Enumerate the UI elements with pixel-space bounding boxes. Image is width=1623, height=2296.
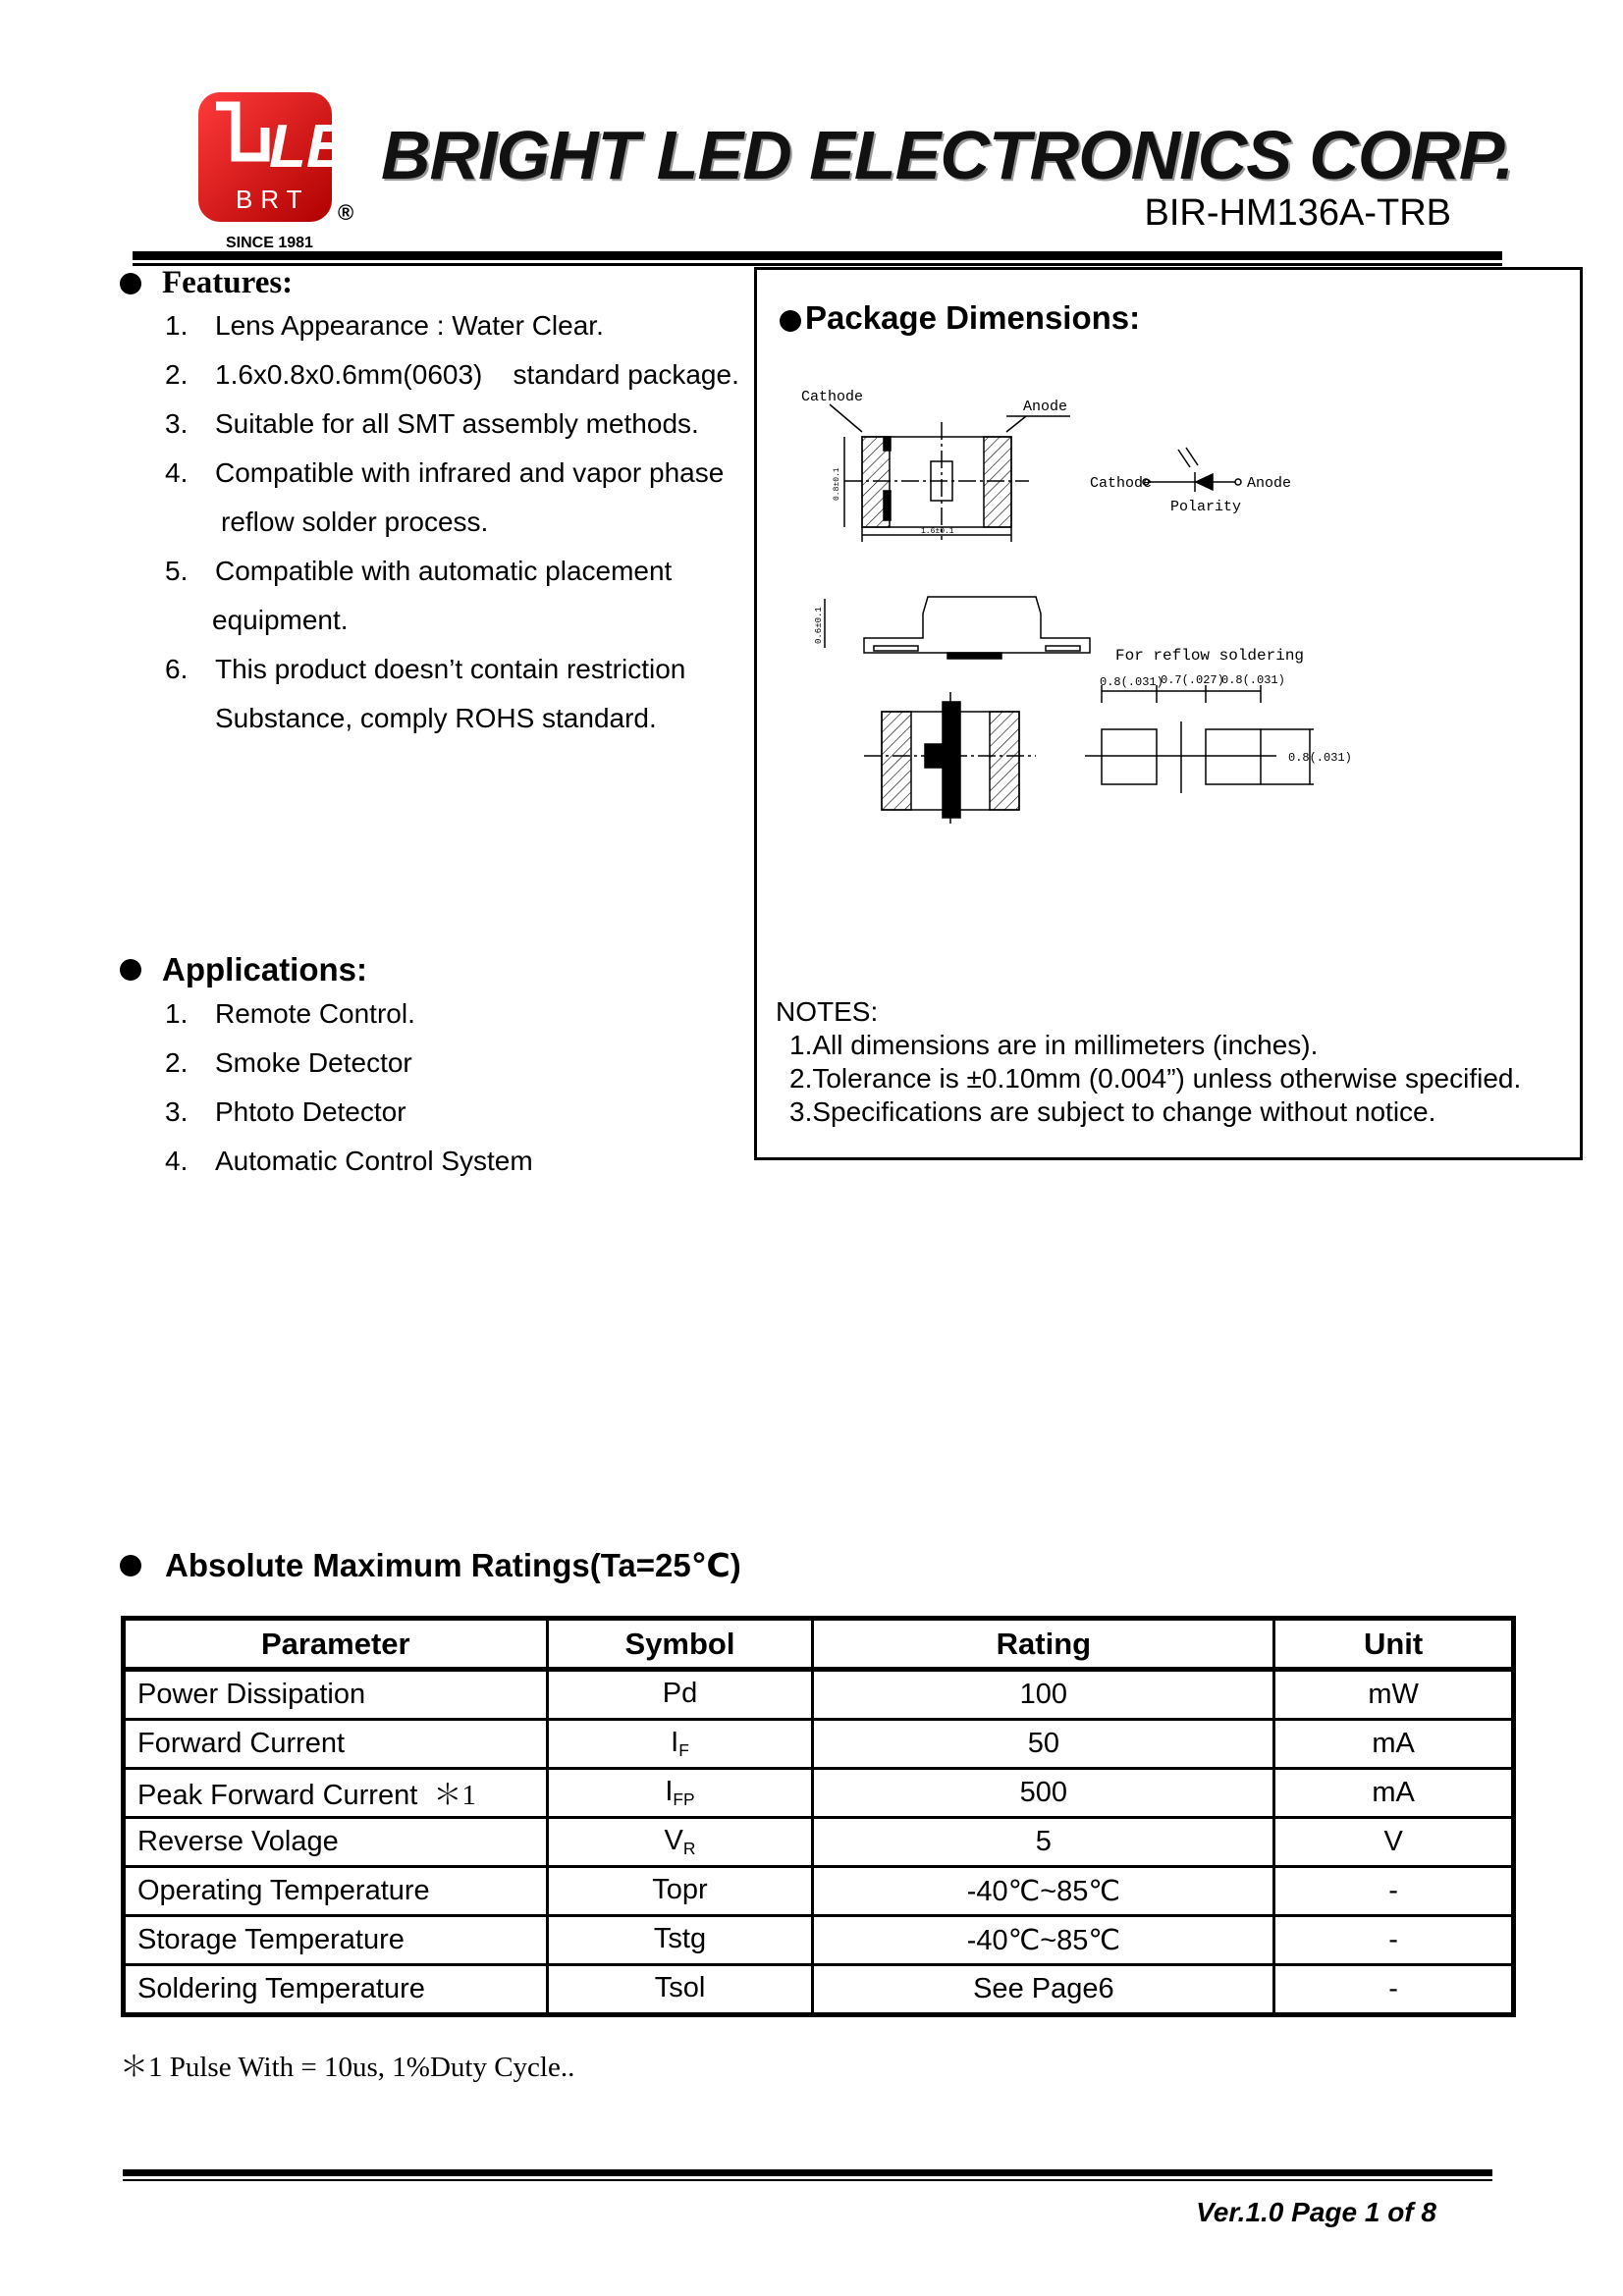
ratings-heading: Absolute Maximum Ratings(Ta=25℃) [165, 1547, 741, 1583]
footer-rule [123, 2169, 1492, 2176]
dim-pad-gap: 0.7(.027) [1161, 673, 1224, 687]
polarity-label: Polarity [1170, 499, 1242, 515]
unit-cell: mW [1274, 1670, 1514, 1720]
header-rule [133, 251, 1502, 260]
feature-num: 5. [165, 556, 189, 586]
unit-cell: - [1274, 1965, 1514, 2015]
features-bullet [120, 273, 141, 294]
dim-pad-width-2: 0.8(.031) [1221, 673, 1285, 687]
dim-length: 1.6±0.1 [921, 527, 954, 536]
notes-title: NOTES: [776, 996, 879, 1027]
unit-cell: V [1274, 1818, 1514, 1867]
feature-text: This product doesn’t contain restriction [215, 654, 686, 684]
logo-letters: LED [269, 113, 391, 181]
symbol-cell: Pd [547, 1670, 813, 1720]
footnote-marker: ＊1 [433, 1780, 476, 1811]
feature-text-cont: Substance, comply ROHS standard. [215, 703, 657, 733]
feature-text: Lens Appearance : Water Clear. [215, 310, 604, 341]
application-num: 1. [165, 998, 189, 1029]
ratings-table [121, 1616, 1516, 2017]
feature-text: 1.6x0.8x0.6mm(0603) standard package. [215, 359, 739, 390]
col-header-parameter: Parameter [124, 1619, 548, 1670]
table-row [124, 1670, 1514, 1720]
feature-text-cont: equipment. [212, 605, 349, 635]
dim-thickness: 0.6±0.1 [814, 607, 824, 644]
feature-text: Compatible with infrared and vapor phase [215, 457, 725, 488]
feature-num: 2. [165, 359, 189, 390]
symbol-cell: $I_{FP}$ [547, 1769, 813, 1818]
dim-pad-width: 0.8(.031) [1100, 675, 1163, 689]
unit-cell: mA [1274, 1769, 1514, 1818]
application-text: Smoke Detector [215, 1047, 412, 1078]
feature-text: Compatible with automatic placement [215, 556, 673, 586]
rating-cell: 5 [813, 1818, 1274, 1867]
feature-text-cont: reflow solder process. [221, 507, 489, 537]
col-header-rating: Rating [813, 1619, 1274, 1670]
applications-bullet [120, 959, 141, 981]
param-cell: Forward Current [124, 1720, 548, 1769]
page-footer: Ver.1.0 Page 1 of 8 [1196, 2197, 1436, 2227]
package-bullet [780, 310, 801, 332]
feature-num: 1. [165, 310, 189, 341]
param-cell: Reverse Volage [124, 1818, 548, 1867]
rating-cell: 500 [813, 1769, 1274, 1818]
feature-num: 4. [165, 457, 189, 488]
table-row [124, 1769, 1514, 1818]
package-heading: Package Dimensions: [805, 299, 1141, 336]
rating-cell: See Page6 [813, 1965, 1274, 2015]
bottom-view [864, 692, 1036, 825]
rating-cell: -40℃~85℃ [813, 1867, 1274, 1916]
polarity-cathode-label: Cathode [1090, 475, 1153, 492]
symbol-cell: Tsol [547, 1965, 813, 2015]
param-cell: Soldering Temperature [124, 1965, 548, 2015]
symbol-cell: $I_F$ [547, 1720, 813, 1769]
side-view [814, 597, 1090, 659]
footer-rule-thin [123, 2179, 1492, 2181]
note-1: 1.All dimensions are in millimeters (inches). [789, 1030, 1319, 1060]
application-num: 3. [165, 1096, 189, 1127]
table-header-row [124, 1619, 1514, 1670]
dim-width: 0.8±0.1 [833, 467, 841, 501]
rating-cell: -40℃~85℃ [813, 1916, 1274, 1965]
symbol-cell: Topr [547, 1867, 813, 1916]
logo-since: SINCE 1981 [226, 235, 313, 251]
col-header-unit: Unit [1274, 1619, 1514, 1670]
col-header-symbol: Symbol [547, 1619, 813, 1670]
logo-brand: BRT [236, 185, 310, 214]
unit-cell: mA [1274, 1720, 1514, 1769]
application-text: Phtoto Detector [215, 1096, 406, 1127]
package-drawing [785, 373, 1561, 834]
model-number: BIR-HM136A-TRB [1144, 192, 1451, 234]
application-num: 2. [165, 1047, 189, 1078]
features-heading: Features: [162, 265, 294, 300]
anode-label: Anode [1023, 399, 1068, 415]
dim-pad-height: 0.8(.031) [1288, 751, 1352, 765]
table-row [124, 1916, 1514, 1965]
param-cell: Peak Forward Current ＊1 [124, 1769, 548, 1818]
feature-text: Suitable for all SMT assembly methods. [215, 408, 699, 439]
rating-cell: 100 [813, 1670, 1274, 1720]
ratings-footnote: ＊1 Pulse With = 10us, 1%Duty Cycle.. [120, 2052, 575, 2083]
feature-num: 3. [165, 408, 189, 439]
header-rule-thin [133, 263, 1502, 266]
rating-cell: 50 [813, 1720, 1274, 1769]
unit-cell: - [1274, 1867, 1514, 1916]
table-row [124, 1818, 1514, 1867]
unit-cell: - [1274, 1916, 1514, 1965]
note-2: 2.Tolerance is ±0.10mm (0.004”) unless otherwise specified. [789, 1063, 1522, 1094]
reflow-pad-layout [1085, 647, 1352, 793]
ratings-bullet [120, 1555, 141, 1576]
logo-registered: ® [338, 200, 354, 225]
cathode-label: Cathode [801, 389, 864, 405]
polarity-symbol [1090, 448, 1291, 515]
symbol-cell: $V_R$ [547, 1818, 813, 1867]
table-row [124, 1965, 1514, 2015]
reflow-label: For reflow soldering [1115, 647, 1305, 665]
application-text: Remote Control. [215, 998, 415, 1029]
note-3: 3.Specifications are subject to change without notice. [789, 1096, 1436, 1127]
table-row [124, 1867, 1514, 1916]
top-view [801, 389, 1070, 542]
table-row [124, 1720, 1514, 1769]
applications-heading: Applications: [162, 951, 368, 988]
feature-num: 6. [165, 654, 189, 684]
polarity-anode-label: Anode [1247, 475, 1292, 492]
application-num: 4. [165, 1146, 189, 1176]
param-cell: Power Dissipation [124, 1670, 548, 1720]
application-text: Automatic Control System [215, 1146, 533, 1176]
param-cell: Storage Temperature [124, 1916, 548, 1965]
symbol-cell: Tstg [547, 1916, 813, 1965]
param-cell: Operating Temperature [124, 1867, 548, 1916]
company-name: BRIGHT LED ELECTRONICS CORP. [381, 117, 1514, 193]
company-logo [196, 88, 391, 255]
